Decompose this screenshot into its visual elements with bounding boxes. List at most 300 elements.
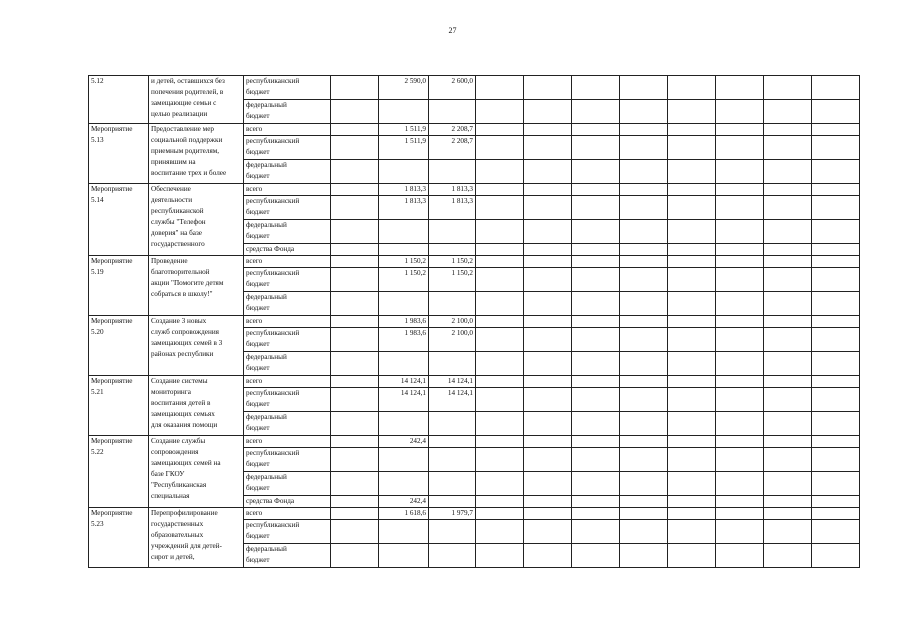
funding-source-line: бюджет bbox=[246, 364, 270, 372]
empty-cell bbox=[716, 268, 764, 292]
empty-cell bbox=[812, 436, 860, 448]
empty-cell bbox=[716, 544, 764, 568]
empty-cell bbox=[668, 76, 716, 100]
measure-title-line: воспитание трех и более bbox=[151, 169, 227, 177]
value-cell bbox=[379, 544, 429, 568]
empty-cell bbox=[764, 184, 812, 196]
funding-source-line: всего bbox=[246, 257, 263, 265]
empty-cell bbox=[812, 196, 860, 220]
empty-cell bbox=[716, 412, 764, 436]
funding-source-cell bbox=[244, 520, 331, 544]
empty-cell bbox=[476, 244, 524, 256]
empty-cell bbox=[668, 352, 716, 376]
measure-code-line: 5.23 bbox=[91, 520, 104, 528]
funding-source-line: республиканский bbox=[246, 449, 300, 457]
value-cell bbox=[429, 412, 476, 436]
empty-cell bbox=[572, 220, 620, 244]
empty-cell bbox=[476, 328, 524, 352]
empty-cell bbox=[668, 136, 716, 160]
empty-cell bbox=[812, 388, 860, 412]
empty-cell bbox=[524, 76, 572, 100]
funding-source-line: федеральный bbox=[246, 545, 287, 553]
empty-cell bbox=[476, 376, 524, 388]
empty-cell bbox=[764, 388, 812, 412]
measure-title-line: служб сопровождения bbox=[151, 328, 219, 336]
empty-cell bbox=[572, 412, 620, 436]
empty-cell bbox=[476, 292, 524, 316]
empty-cell bbox=[668, 496, 716, 508]
empty-cell bbox=[668, 508, 716, 520]
empty-cell bbox=[764, 268, 812, 292]
funding-source-cell bbox=[244, 196, 331, 220]
empty-cell bbox=[572, 160, 620, 184]
measure-title-line: образовательных bbox=[151, 531, 204, 539]
measure-code-cell bbox=[89, 376, 149, 436]
empty-cell bbox=[620, 316, 668, 328]
empty-cell bbox=[668, 268, 716, 292]
funding-source-cell bbox=[244, 544, 331, 568]
empty-cell bbox=[668, 100, 716, 124]
value-cell: 2 100,0 bbox=[429, 328, 476, 352]
funding-source-line: бюджет bbox=[246, 460, 270, 468]
empty-cell bbox=[620, 292, 668, 316]
measure-code-line: 5.22 bbox=[91, 448, 104, 456]
funding-source-line: бюджет bbox=[246, 208, 270, 216]
empty-cell bbox=[476, 352, 524, 376]
empty-cell bbox=[524, 472, 572, 496]
empty-cell bbox=[331, 544, 379, 568]
value-cell bbox=[429, 520, 476, 544]
empty-cell bbox=[812, 268, 860, 292]
measure-title-line: учреждений для детей- bbox=[151, 542, 222, 550]
measure-code-line: 5.13 bbox=[91, 136, 104, 144]
empty-cell bbox=[716, 196, 764, 220]
funding-source-line: бюджет bbox=[246, 304, 270, 312]
measure-code-cell bbox=[89, 124, 149, 184]
empty-cell bbox=[764, 160, 812, 184]
measure-title-line: благотворительной bbox=[151, 268, 210, 276]
page-number: 27 bbox=[448, 26, 457, 35]
empty-cell bbox=[812, 244, 860, 256]
empty-cell bbox=[572, 544, 620, 568]
empty-cell bbox=[764, 436, 812, 448]
measure-code-line: Мероприятие bbox=[91, 509, 133, 517]
measure-code-line: 5.14 bbox=[91, 196, 104, 204]
funding-source-line: бюджет bbox=[246, 532, 270, 540]
value-cell bbox=[429, 292, 476, 316]
measure-title-cell bbox=[149, 316, 244, 376]
measure-title-cell bbox=[149, 376, 244, 436]
measure-title-line: районах республики bbox=[151, 350, 214, 358]
measure-title-line: Создание 3 новых bbox=[151, 317, 207, 325]
empty-cell bbox=[812, 328, 860, 352]
empty-cell bbox=[668, 520, 716, 544]
funding-source-line: бюджет bbox=[246, 400, 270, 408]
empty-cell bbox=[716, 472, 764, 496]
empty-cell bbox=[476, 472, 524, 496]
measure-title-line: республиканской bbox=[151, 207, 204, 215]
measure-code-line: 5.20 bbox=[91, 328, 104, 336]
measure-title-line: службы "Телефон bbox=[151, 218, 206, 226]
measure-title-cell bbox=[149, 184, 244, 256]
empty-cell bbox=[572, 196, 620, 220]
empty-cell bbox=[331, 100, 379, 124]
value-cell: 1 813,3 bbox=[379, 196, 429, 220]
empty-cell bbox=[572, 520, 620, 544]
empty-cell bbox=[668, 256, 716, 268]
funding-source-line: бюджет bbox=[246, 484, 270, 492]
empty-cell bbox=[764, 220, 812, 244]
empty-cell bbox=[572, 508, 620, 520]
measure-title-line: Создание системы bbox=[151, 377, 208, 385]
empty-cell bbox=[572, 100, 620, 124]
empty-cell bbox=[812, 448, 860, 472]
value-cell: 1 511,9 bbox=[379, 136, 429, 160]
funding-source-cell bbox=[244, 268, 331, 292]
value-cell bbox=[379, 412, 429, 436]
empty-cell bbox=[812, 508, 860, 520]
value-cell: 242,4 bbox=[379, 436, 429, 448]
empty-cell bbox=[668, 316, 716, 328]
measure-code-line: Мероприятие bbox=[91, 257, 133, 265]
empty-cell bbox=[764, 196, 812, 220]
value-cell: 1 813,3 bbox=[379, 184, 429, 196]
empty-cell bbox=[764, 448, 812, 472]
table-row bbox=[89, 508, 860, 520]
empty-cell bbox=[716, 316, 764, 328]
empty-cell bbox=[476, 184, 524, 196]
measure-title-line: целью реализации bbox=[151, 110, 208, 118]
value-cell: 1 979,7 bbox=[429, 508, 476, 520]
empty-cell bbox=[716, 220, 764, 244]
value-cell bbox=[429, 244, 476, 256]
funding-source-line: республиканский bbox=[246, 269, 300, 277]
empty-cell bbox=[716, 76, 764, 100]
empty-cell bbox=[331, 196, 379, 220]
measure-title-cell bbox=[149, 508, 244, 568]
empty-cell bbox=[524, 544, 572, 568]
value-cell bbox=[379, 100, 429, 124]
funding-source-cell bbox=[244, 352, 331, 376]
empty-cell bbox=[476, 220, 524, 244]
measure-title-line: и детей, оставшихся без bbox=[151, 77, 225, 85]
value-cell: 1 150,2 bbox=[379, 268, 429, 292]
measure-code-line: Мероприятие bbox=[91, 125, 133, 133]
empty-cell bbox=[572, 316, 620, 328]
empty-cell bbox=[620, 220, 668, 244]
value-cell bbox=[429, 160, 476, 184]
empty-cell bbox=[572, 472, 620, 496]
value-cell: 1 983,6 bbox=[379, 316, 429, 328]
empty-cell bbox=[668, 376, 716, 388]
measure-code-line: Мероприятие bbox=[91, 185, 133, 193]
empty-cell bbox=[524, 292, 572, 316]
empty-cell bbox=[620, 508, 668, 520]
funding-source-line: бюджет bbox=[246, 232, 270, 240]
measure-code-cell bbox=[89, 256, 149, 316]
empty-cell bbox=[524, 520, 572, 544]
value-cell bbox=[429, 100, 476, 124]
empty-cell bbox=[668, 448, 716, 472]
value-cell: 2 208,7 bbox=[429, 124, 476, 136]
empty-cell bbox=[812, 124, 860, 136]
empty-cell bbox=[476, 100, 524, 124]
funding-source-line: федеральный bbox=[246, 221, 287, 229]
empty-cell bbox=[524, 508, 572, 520]
empty-cell bbox=[812, 100, 860, 124]
empty-cell bbox=[524, 496, 572, 508]
empty-cell bbox=[812, 256, 860, 268]
measure-code-line: 5.21 bbox=[91, 388, 104, 396]
empty-cell bbox=[620, 124, 668, 136]
empty-cell bbox=[764, 100, 812, 124]
empty-cell bbox=[572, 352, 620, 376]
empty-cell bbox=[524, 376, 572, 388]
empty-cell bbox=[572, 376, 620, 388]
empty-cell bbox=[620, 256, 668, 268]
measure-title-line: деятельности bbox=[151, 196, 193, 204]
empty-cell bbox=[716, 160, 764, 184]
empty-cell bbox=[524, 136, 572, 160]
value-cell bbox=[379, 472, 429, 496]
funding-source-cell bbox=[244, 136, 331, 160]
value-cell: 1 150,2 bbox=[429, 256, 476, 268]
empty-cell bbox=[524, 124, 572, 136]
funding-source-cell bbox=[244, 124, 331, 136]
funding-source-cell bbox=[244, 496, 331, 508]
empty-cell bbox=[524, 388, 572, 412]
empty-cell bbox=[764, 136, 812, 160]
empty-cell bbox=[572, 76, 620, 100]
funding-source-line: федеральный bbox=[246, 293, 287, 301]
empty-cell bbox=[331, 220, 379, 244]
funding-source-cell bbox=[244, 328, 331, 352]
funding-source-cell bbox=[244, 220, 331, 244]
empty-cell bbox=[476, 496, 524, 508]
empty-cell bbox=[620, 520, 668, 544]
empty-cell bbox=[476, 268, 524, 292]
value-cell bbox=[379, 352, 429, 376]
value-cell: 242,4 bbox=[379, 496, 429, 508]
funding-source-cell bbox=[244, 472, 331, 496]
empty-cell bbox=[476, 76, 524, 100]
value-cell bbox=[429, 220, 476, 244]
value-cell bbox=[379, 292, 429, 316]
empty-cell bbox=[572, 136, 620, 160]
table-row bbox=[89, 256, 860, 268]
funding-source-line: республиканский bbox=[246, 389, 300, 397]
empty-cell bbox=[668, 544, 716, 568]
empty-cell bbox=[812, 184, 860, 196]
funding-source-line: республиканский bbox=[246, 137, 300, 145]
value-cell bbox=[429, 352, 476, 376]
funding-source-cell bbox=[244, 160, 331, 184]
value-cell: 1 150,2 bbox=[429, 268, 476, 292]
measure-title-line: акции "Помогите детям bbox=[151, 279, 224, 287]
empty-cell bbox=[524, 412, 572, 436]
empty-cell bbox=[572, 124, 620, 136]
measure-title-line: сирот и детей, bbox=[151, 553, 195, 561]
funding-source-cell bbox=[244, 412, 331, 436]
empty-cell bbox=[524, 352, 572, 376]
funding-source-line: бюджет bbox=[246, 556, 270, 564]
empty-cell bbox=[716, 376, 764, 388]
empty-cell bbox=[764, 520, 812, 544]
funding-source-line: всего bbox=[246, 125, 263, 133]
empty-cell bbox=[331, 256, 379, 268]
measure-code-line: Мероприятие bbox=[91, 437, 133, 445]
measure-title-line: "Республиканская bbox=[151, 481, 207, 489]
value-cell: 1 618,6 bbox=[379, 508, 429, 520]
measure-title-line: приемным родителям, bbox=[151, 147, 220, 155]
funding-source-line: всего bbox=[246, 509, 263, 517]
funding-source-line: бюджет bbox=[246, 424, 270, 432]
measure-title-cell bbox=[149, 436, 244, 508]
value-cell: 2 208,7 bbox=[429, 136, 476, 160]
measure-title-line: Предоставление мер bbox=[151, 125, 215, 133]
empty-cell bbox=[331, 376, 379, 388]
measure-title-line: попечения родителей, в bbox=[151, 88, 224, 96]
empty-cell bbox=[524, 184, 572, 196]
funding-source-cell bbox=[244, 292, 331, 316]
empty-cell bbox=[668, 292, 716, 316]
empty-cell bbox=[331, 160, 379, 184]
empty-cell bbox=[331, 496, 379, 508]
measure-title-line: государственного bbox=[151, 240, 205, 248]
measure-title-line: специальная bbox=[151, 492, 190, 500]
empty-cell bbox=[812, 520, 860, 544]
empty-cell bbox=[331, 388, 379, 412]
measure-title-line: замещающих семей на bbox=[151, 459, 221, 467]
measure-title-line: для оказания помощи bbox=[151, 421, 218, 429]
empty-cell bbox=[668, 160, 716, 184]
empty-cell bbox=[331, 184, 379, 196]
value-cell bbox=[429, 496, 476, 508]
funding-source-line: республиканский bbox=[246, 521, 300, 529]
empty-cell bbox=[331, 448, 379, 472]
funding-source-line: бюджет bbox=[246, 172, 270, 180]
empty-cell bbox=[812, 376, 860, 388]
empty-cell bbox=[812, 412, 860, 436]
empty-cell bbox=[764, 508, 812, 520]
empty-cell bbox=[476, 544, 524, 568]
empty-cell bbox=[716, 292, 764, 316]
budget-table bbox=[88, 75, 860, 568]
funding-source-cell bbox=[244, 376, 331, 388]
table-row bbox=[89, 436, 860, 448]
empty-cell bbox=[668, 436, 716, 448]
measure-code-line: 5.19 bbox=[91, 268, 104, 276]
empty-cell bbox=[764, 292, 812, 316]
empty-cell bbox=[476, 124, 524, 136]
funding-source-line: федеральный bbox=[246, 161, 287, 169]
empty-cell bbox=[716, 520, 764, 544]
value-cell bbox=[429, 544, 476, 568]
measure-title-line: базе ГКОУ bbox=[151, 470, 185, 478]
empty-cell bbox=[331, 316, 379, 328]
empty-cell bbox=[331, 292, 379, 316]
empty-cell bbox=[716, 124, 764, 136]
value-cell: 2 590,0 bbox=[379, 76, 429, 100]
empty-cell bbox=[764, 316, 812, 328]
empty-cell bbox=[572, 448, 620, 472]
empty-cell bbox=[668, 472, 716, 496]
empty-cell bbox=[716, 256, 764, 268]
empty-cell bbox=[764, 544, 812, 568]
funding-source-cell bbox=[244, 184, 331, 196]
funding-source-line: республиканский bbox=[246, 329, 300, 337]
empty-cell bbox=[812, 76, 860, 100]
empty-cell bbox=[524, 196, 572, 220]
empty-cell bbox=[620, 160, 668, 184]
measure-title-line: воспитания детей в bbox=[151, 399, 211, 407]
empty-cell bbox=[668, 412, 716, 436]
empty-cell bbox=[524, 328, 572, 352]
table-body bbox=[89, 76, 860, 568]
measure-title-cell bbox=[149, 76, 244, 124]
funding-source-line: бюджет bbox=[246, 280, 270, 288]
measure-code-line: Мероприятие bbox=[91, 317, 133, 325]
empty-cell bbox=[668, 388, 716, 412]
empty-cell bbox=[716, 388, 764, 412]
empty-cell bbox=[716, 136, 764, 160]
empty-cell bbox=[668, 124, 716, 136]
empty-cell bbox=[620, 496, 668, 508]
value-cell: 14 124,1 bbox=[379, 376, 429, 388]
value-cell bbox=[429, 472, 476, 496]
empty-cell bbox=[812, 316, 860, 328]
funding-source-cell bbox=[244, 76, 331, 100]
empty-cell bbox=[812, 292, 860, 316]
measure-title-line: замещающих семьях bbox=[151, 410, 215, 418]
empty-cell bbox=[524, 160, 572, 184]
empty-cell bbox=[476, 436, 524, 448]
value-cell: 1 813,3 bbox=[429, 196, 476, 220]
funding-source-line: республиканский bbox=[246, 197, 300, 205]
funding-source-line: федеральный bbox=[246, 413, 287, 421]
value-cell: 1 150,2 bbox=[379, 256, 429, 268]
funding-source-cell bbox=[244, 448, 331, 472]
funding-source-line: всего bbox=[246, 437, 263, 445]
measure-code-cell bbox=[89, 316, 149, 376]
empty-cell bbox=[476, 196, 524, 220]
empty-cell bbox=[716, 436, 764, 448]
measure-title-line: Проведение bbox=[151, 257, 188, 265]
measure-title-cell bbox=[149, 256, 244, 316]
table-row bbox=[89, 376, 860, 388]
empty-cell bbox=[524, 436, 572, 448]
empty-cell bbox=[716, 184, 764, 196]
empty-cell bbox=[620, 244, 668, 256]
measure-title-line: сопровождения bbox=[151, 448, 199, 456]
measure-title-line: доверия" на базе bbox=[151, 229, 202, 237]
table-row bbox=[89, 76, 860, 100]
empty-cell bbox=[620, 388, 668, 412]
empty-cell bbox=[716, 328, 764, 352]
empty-cell bbox=[572, 256, 620, 268]
measure-title-line: государственных bbox=[151, 520, 204, 528]
empty-cell bbox=[620, 196, 668, 220]
empty-cell bbox=[764, 124, 812, 136]
value-cell bbox=[379, 448, 429, 472]
empty-cell bbox=[812, 220, 860, 244]
table-row bbox=[89, 124, 860, 136]
value-cell bbox=[429, 436, 476, 448]
empty-cell bbox=[331, 520, 379, 544]
empty-cell bbox=[331, 352, 379, 376]
empty-cell bbox=[572, 388, 620, 412]
measure-title-line: принявшим на bbox=[151, 158, 196, 166]
